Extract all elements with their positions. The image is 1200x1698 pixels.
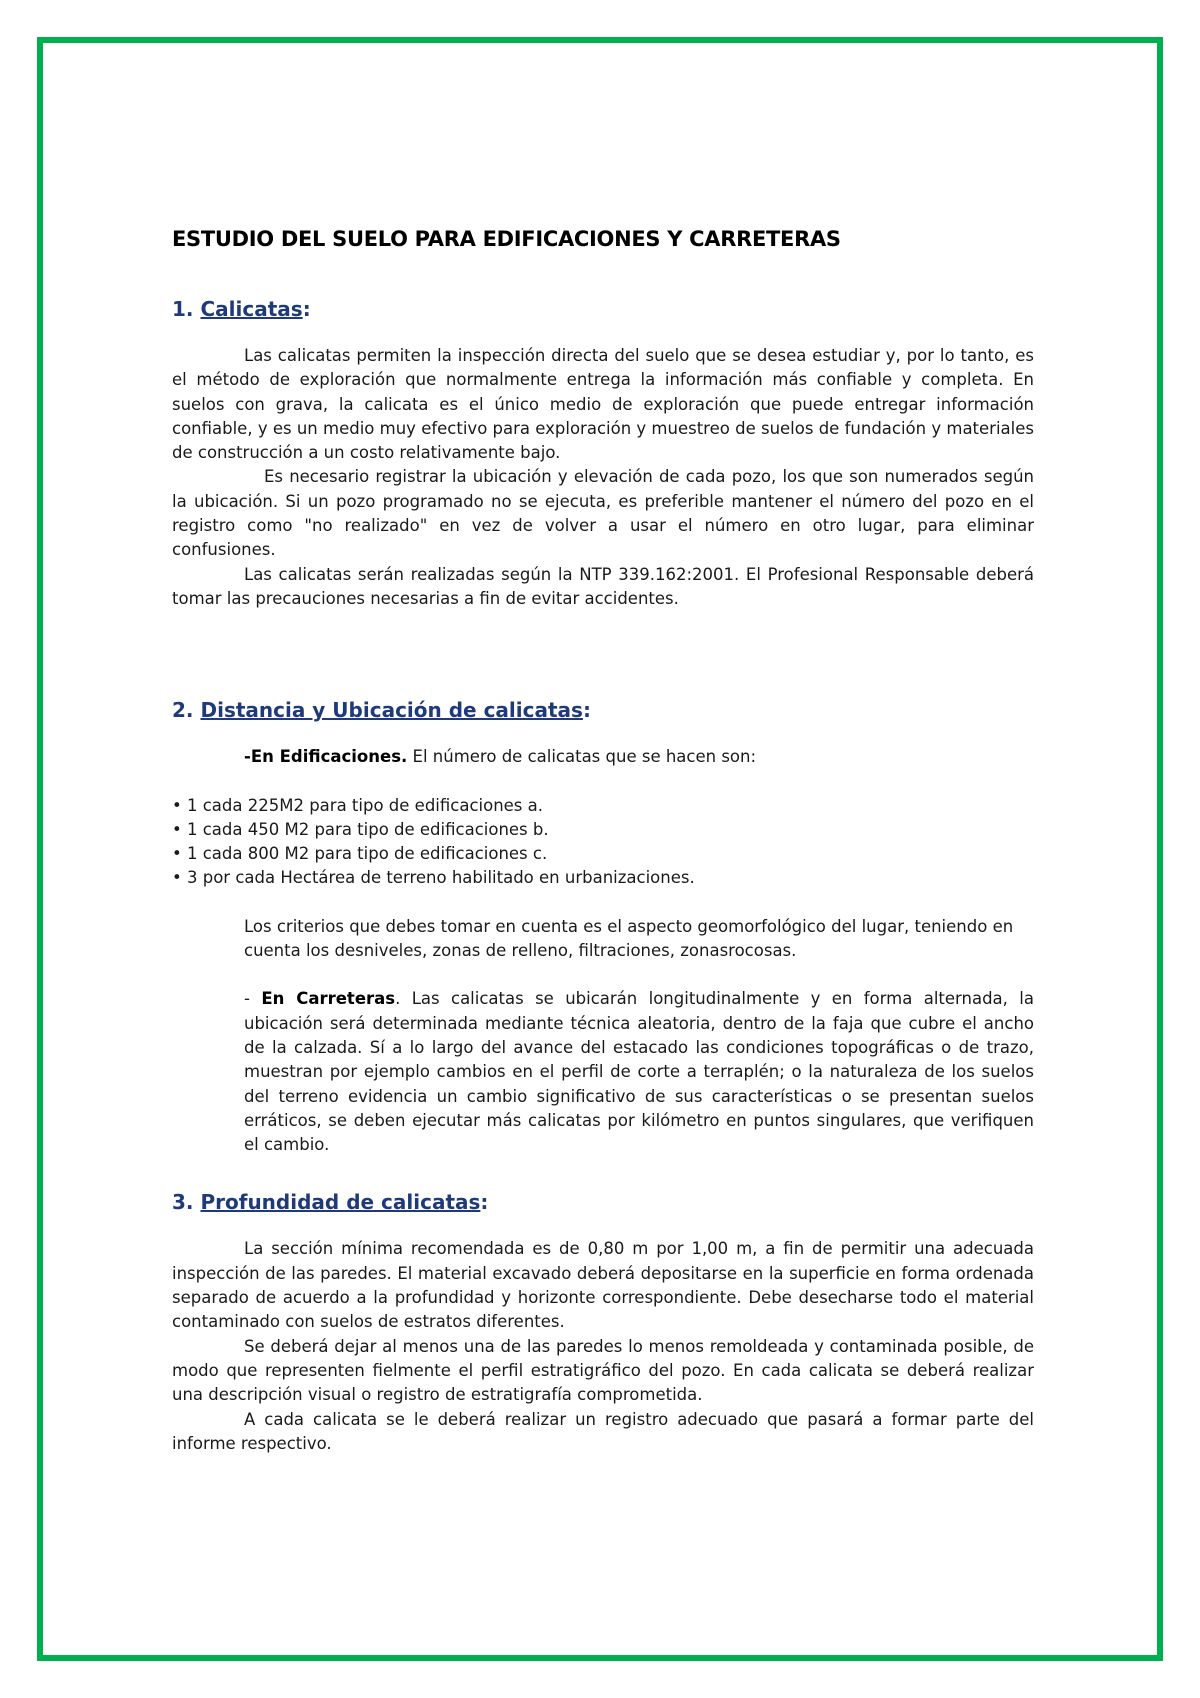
section-2-body bbox=[172, 745, 1034, 793]
edificaciones-line: -En Edificaciones. El número de calicatas que se hacen son: bbox=[244, 747, 757, 767]
list-item: • 1 cada 450 M2 para tipo de edificaciones b. bbox=[172, 819, 549, 839]
section-link-profundidad[interactable]: Profundidad de calicatas bbox=[200, 1190, 481, 1215]
section-number: 1. bbox=[172, 297, 194, 321]
paragraph: A cada calicata se le deberá realizar un registro adecuado que pasará a formar parte del informe respectivo. bbox=[172, 1409, 1034, 1453]
section-heading-distancia: 2. Distancia y Ubicación de calicatas: bbox=[172, 698, 591, 723]
edificaciones-label: -En Edificaciones. bbox=[244, 747, 408, 767]
carreteras-label: En Carreteras bbox=[261, 989, 396, 1009]
section-link-calicatas[interactable]: Calicatas bbox=[200, 297, 303, 321]
paragraph: Es necesario registrar la ubicación y elevación de cada pozo, los que son numerados según la ubicación. Si un pozo programado no se ejecuta, es preferible mantener el número del pozo en el registro como "no realizado" en vez de volver a usar el número en otro lugar, para eliminar confusiones. bbox=[172, 467, 1034, 560]
section-heading-calicatas: 1. Calicatas: bbox=[172, 297, 311, 321]
paragraph: Se deberá dejar al menos una de las paredes lo menos remoldeada y contaminada posible, de modo que representen fielmente el perfil estratigráfico del pozo. En cada calicata se deberá realizar una descripción visual o registro de estratigrafía comprometida. bbox=[172, 1336, 1034, 1405]
criterios-paragraph: Los criterios que debes tomar en cuenta es el aspecto geomorfológico del lugar, teniendo en cuenta los desniveles, zonas de relleno, filtraciones, zonasrocosas. bbox=[244, 916, 1014, 961]
paragraph: La sección mínima recomendada es de 0,80 m por 1,00 m, a fin de permitir una adecuada inspección de las paredes. El material excavado deberá depositarse en la superficie en forma ordenada separado de acuerdo a la profundidad y horizonte correspondiente. Debe desecharse todo el material contaminado con suelos de estratos diferentes. bbox=[172, 1239, 1034, 1332]
section-number: 3. bbox=[172, 1190, 194, 1215]
section-2-details bbox=[172, 915, 1034, 1158]
list-item: • 1 cada 800 M2 para tipo de edificaciones c. bbox=[172, 844, 548, 864]
document-body bbox=[172, 224, 1034, 1456]
section-heading-profundidad: 3. Profundidad de calicatas: bbox=[172, 1190, 489, 1215]
carreteras-paragraph: - En Carreteras. Las calicatas se ubicarán longitudinalmente y en forma alternada, la ubicación será determinada mediante técnica aleatoria, dentro de la faja que cubre el ancho de la calzada. Sí a lo largo del avance del estacado las condiciones topográficas o de trazo, muestran por ejemplo cambios en el perfil de corte a terraplén; o la naturaleza de los suelos del terreno evidencia un cambio significativo de sus características o se presentan suelos erráticos, se deben ejecutar más calicatas por kilómetro en puntos singulares, que verifiquen el cambio. bbox=[244, 989, 1034, 1155]
paragraph: Las calicatas permiten la inspección directa del suelo que se desea estudiar y, por lo tanto, es el método de exploración que normalmente entrega la información más confiable y completa. En suelos con grava, la calicata es el único medio de exploración que puede entregar información confiable, y es un medio muy efectivo para exploración y muestreo de suelos de fundación y materiales de construcción a un costo relativamente bajo. bbox=[172, 346, 1034, 463]
document-title: ESTUDIO DEL SUELO PARA EDIFICACIONES Y CARRETERAS bbox=[172, 227, 841, 251]
section-number: 2. bbox=[172, 698, 194, 723]
list-item: • 3 por cada Hectárea de terreno habilitado en urbanizaciones. bbox=[172, 868, 695, 888]
bullet-list bbox=[172, 794, 1034, 891]
paragraph: Las calicatas serán realizadas según la NTP 339.162:2001. El Profesional Responsable deberá tomar las precauciones necesarias a fin de evitar accidentes. bbox=[172, 564, 1034, 608]
section-link-distancia[interactable]: Distancia y Ubicación de calicatas bbox=[200, 698, 583, 723]
list-item: • 1 cada 225M2 para tipo de edificaciones a. bbox=[172, 795, 544, 815]
